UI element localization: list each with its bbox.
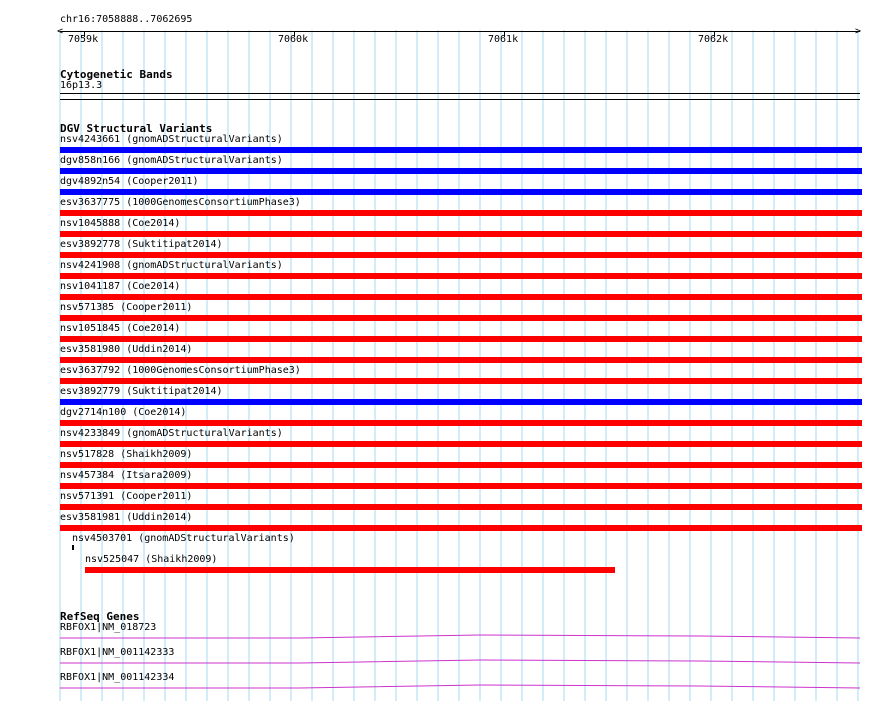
- gene-label[interactable]: RBFOX1|NM_001142333: [60, 647, 175, 658]
- variant-label[interactable]: nsv517828 (Shaikh2009): [60, 449, 193, 460]
- variant-label[interactable]: nsv1051845 (Coe2014): [60, 323, 181, 334]
- variant-label[interactable]: esv3581981 (Uddin2014): [60, 512, 193, 523]
- track-title-dgv: DGV Structural Variants: [60, 122, 213, 135]
- variant-label[interactable]: esv3581980 (Uddin2014): [60, 344, 193, 355]
- variant-label[interactable]: dgv2714n100 (Coe2014): [60, 407, 187, 418]
- variant-label[interactable]: esv3637775 (1000GenomesConsortiumPhase3): [60, 197, 301, 208]
- scroll-left-arrow[interactable]: <: [57, 26, 64, 37]
- gene-line: [60, 685, 860, 688]
- ruler-tick-label: 7059k: [68, 34, 99, 45]
- scroll-right-arrow[interactable]: >: [855, 26, 862, 37]
- variant-label[interactable]: nsv1041187 (Coe2014): [60, 281, 181, 292]
- variant-label[interactable]: nsv457384 (Itsara2009): [60, 470, 193, 481]
- variant-label[interactable]: nsv4243661 (gnomADStructuralVariants): [60, 134, 283, 145]
- ruler-tick-label: 7061k: [488, 34, 519, 45]
- variant-label[interactable]: esv3637792 (1000GenomesConsortiumPhase3): [60, 365, 301, 376]
- gene-label[interactable]: RBFOX1|NM_001142334: [60, 672, 175, 683]
- variant-label[interactable]: nsv1045888 (Coe2014): [60, 218, 181, 229]
- variant-label[interactable]: nsv4241908 (gnomADStructuralVariants): [60, 260, 283, 271]
- variant-label[interactable]: dgv4892n54 (Cooper2011): [60, 176, 199, 187]
- ruler-tick-label: 7062k: [698, 34, 729, 45]
- variant-label[interactable]: nsv4503701 (gnomADStructuralVariants): [72, 533, 295, 544]
- variant-label[interactable]: dgv858n166 (gnomADStructuralVariants): [60, 155, 283, 166]
- cytoband-label: 16p13.3: [60, 80, 103, 91]
- variant-label[interactable]: esv3892778 (Suktitipat2014): [60, 239, 223, 250]
- variant-label[interactable]: nsv525047 (Shaikh2009): [85, 554, 218, 565]
- variant-label[interactable]: nsv571391 (Cooper2011): [60, 491, 193, 502]
- variant-label[interactable]: nsv571385 (Cooper2011): [60, 302, 193, 313]
- gene-line: [60, 660, 860, 663]
- gene-label[interactable]: RBFOX1|NM_018723: [60, 622, 157, 633]
- region-label: chr16:7058888..7062695: [60, 14, 193, 25]
- gene-line: [60, 635, 860, 638]
- track-title-refseq: RefSeq Genes: [60, 610, 140, 623]
- ruler-tick-label: 7060k: [278, 34, 309, 45]
- variant-label[interactable]: nsv4233849 (gnomADStructuralVariants): [60, 428, 283, 439]
- variant-label[interactable]: esv3892779 (Suktitipat2014): [60, 386, 223, 397]
- track-title-cytobands: Cytogenetic Bands: [60, 68, 173, 81]
